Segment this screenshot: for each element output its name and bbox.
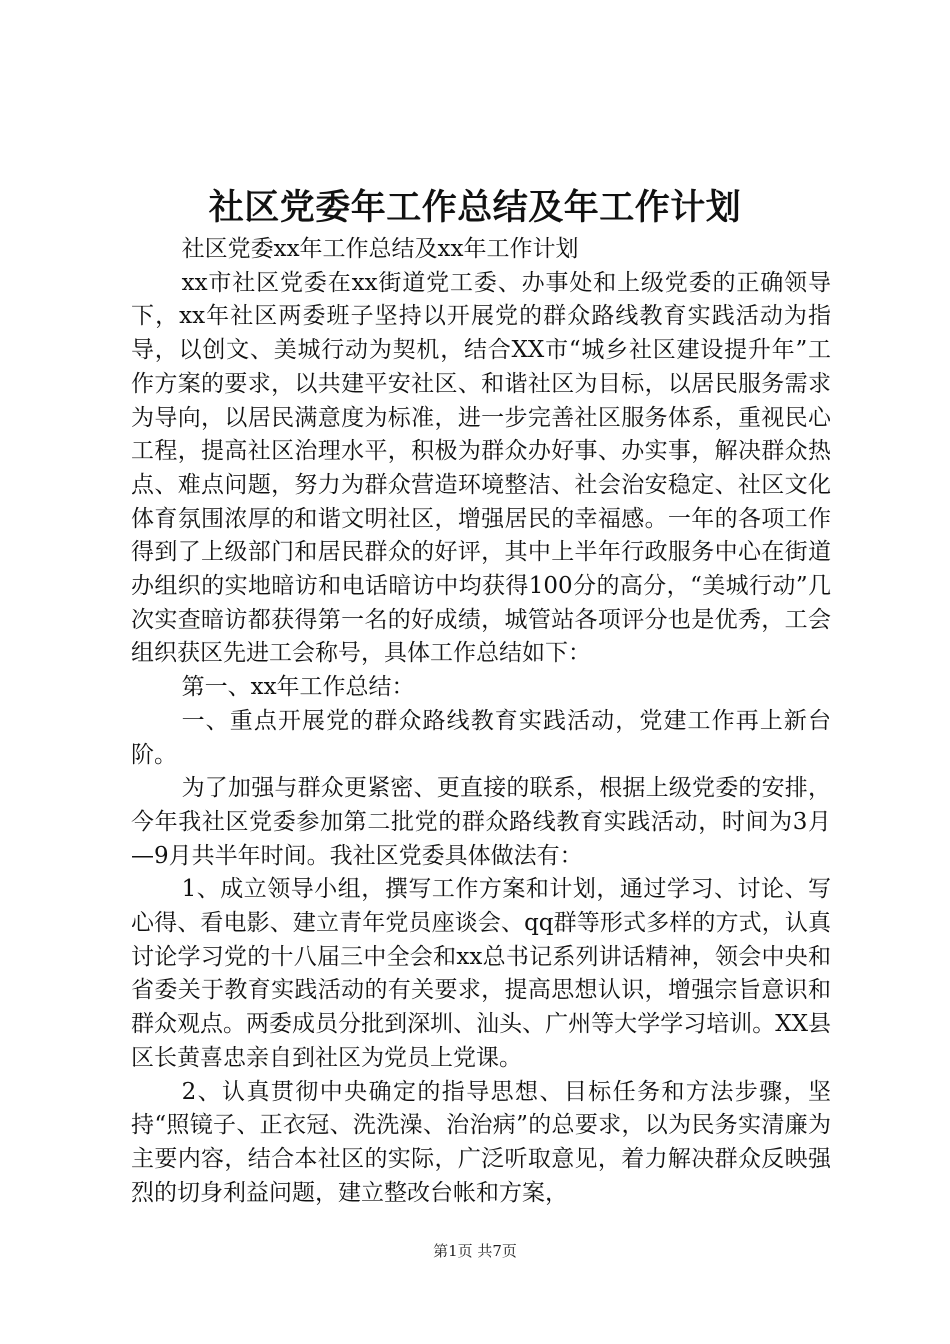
document-body [131, 233, 831, 1210]
paragraph-item-1: 1、成立领导小组，撰写工作方案和计划，通过学习、讨论、写心得、看电影、建立青年党员座谈会、qq群等形式多样的方式，认真讨论学习党的十八届三中全会和xx总书记系列讲话精神，领会中央和省委关于教育实践活动的有关要求，提高思想认识，增强宗旨意识和群众观点。两委成员分批到深圳、汕头、广州等大学学习培训。XX县区长黄喜忠亲自到社区为党员上党课。 [131, 876, 831, 1071]
paragraph-body: 为了加强与群众更紧密、更直接的联系，根据上级党委的安排，今年我社区党委参加第二批党的群众路线教育实践活动，时间为3月—9月共半年时间。我社区党委具体做法有： [131, 775, 831, 869]
document-title: 社区党委年工作总结及年工作计划 [208, 188, 742, 228]
paragraph-subsection-heading: 一、重点开展党的群众路线教育实践活动，党建工作再上新台阶。 [131, 707, 831, 768]
page-number-footer: 第1页 共7页 [433, 1242, 517, 1260]
paragraph-subtitle: 社区党委xx年工作总结及xx年工作计划 [181, 236, 579, 262]
paragraph-item-2: 2、认真贯彻中央确定的指导思想、目标任务和方法步骤，坚持“照镜子、正衣冠、洗洗澡、治治病”的总要求，以为民务实清廉为主要内容，结合本社区的实际，广泛听取意见，着力解决群众反映强烈的切身利益问题，建立整改台帐和方案， [131, 1078, 831, 1206]
paragraph-section-heading: 第一、xx年工作总结： [181, 674, 415, 701]
paragraph-intro: xx市社区党委在xx街道党工委、办事处和上级党委的正确领导下，xx年社区两委班子坚持以开展党的群众路线教育实践活动为指导，以创文、美城行动为契机，结合XX市“城乡社区建设提升年”工作方案的要求，以共建平安社区、和谐社区为目标，以居民服务需求为导向，以居民满意度为标准，进一步完善社区服务体系，重视民心工程，提高社区治理水平，积极为群众办好事、办实事，解决群众热点、难点问题，努力为群众营造环境整洁、社会治安稳定、社区文化体育氛围浓厚的和谐文明社区，增强居民的幸福感。一年的各项工作得到了上级部门和居民群众的好评，其中上半年行政服务中心在街道办组织的实地暗访和电话暗访中均获得100分的高分，“美城行动”几次实查暗访都获得第一名的好成绩，城管站各项评分也是优秀，工会组织获区先进工会称号，具体工作总结如下： [131, 269, 831, 667]
